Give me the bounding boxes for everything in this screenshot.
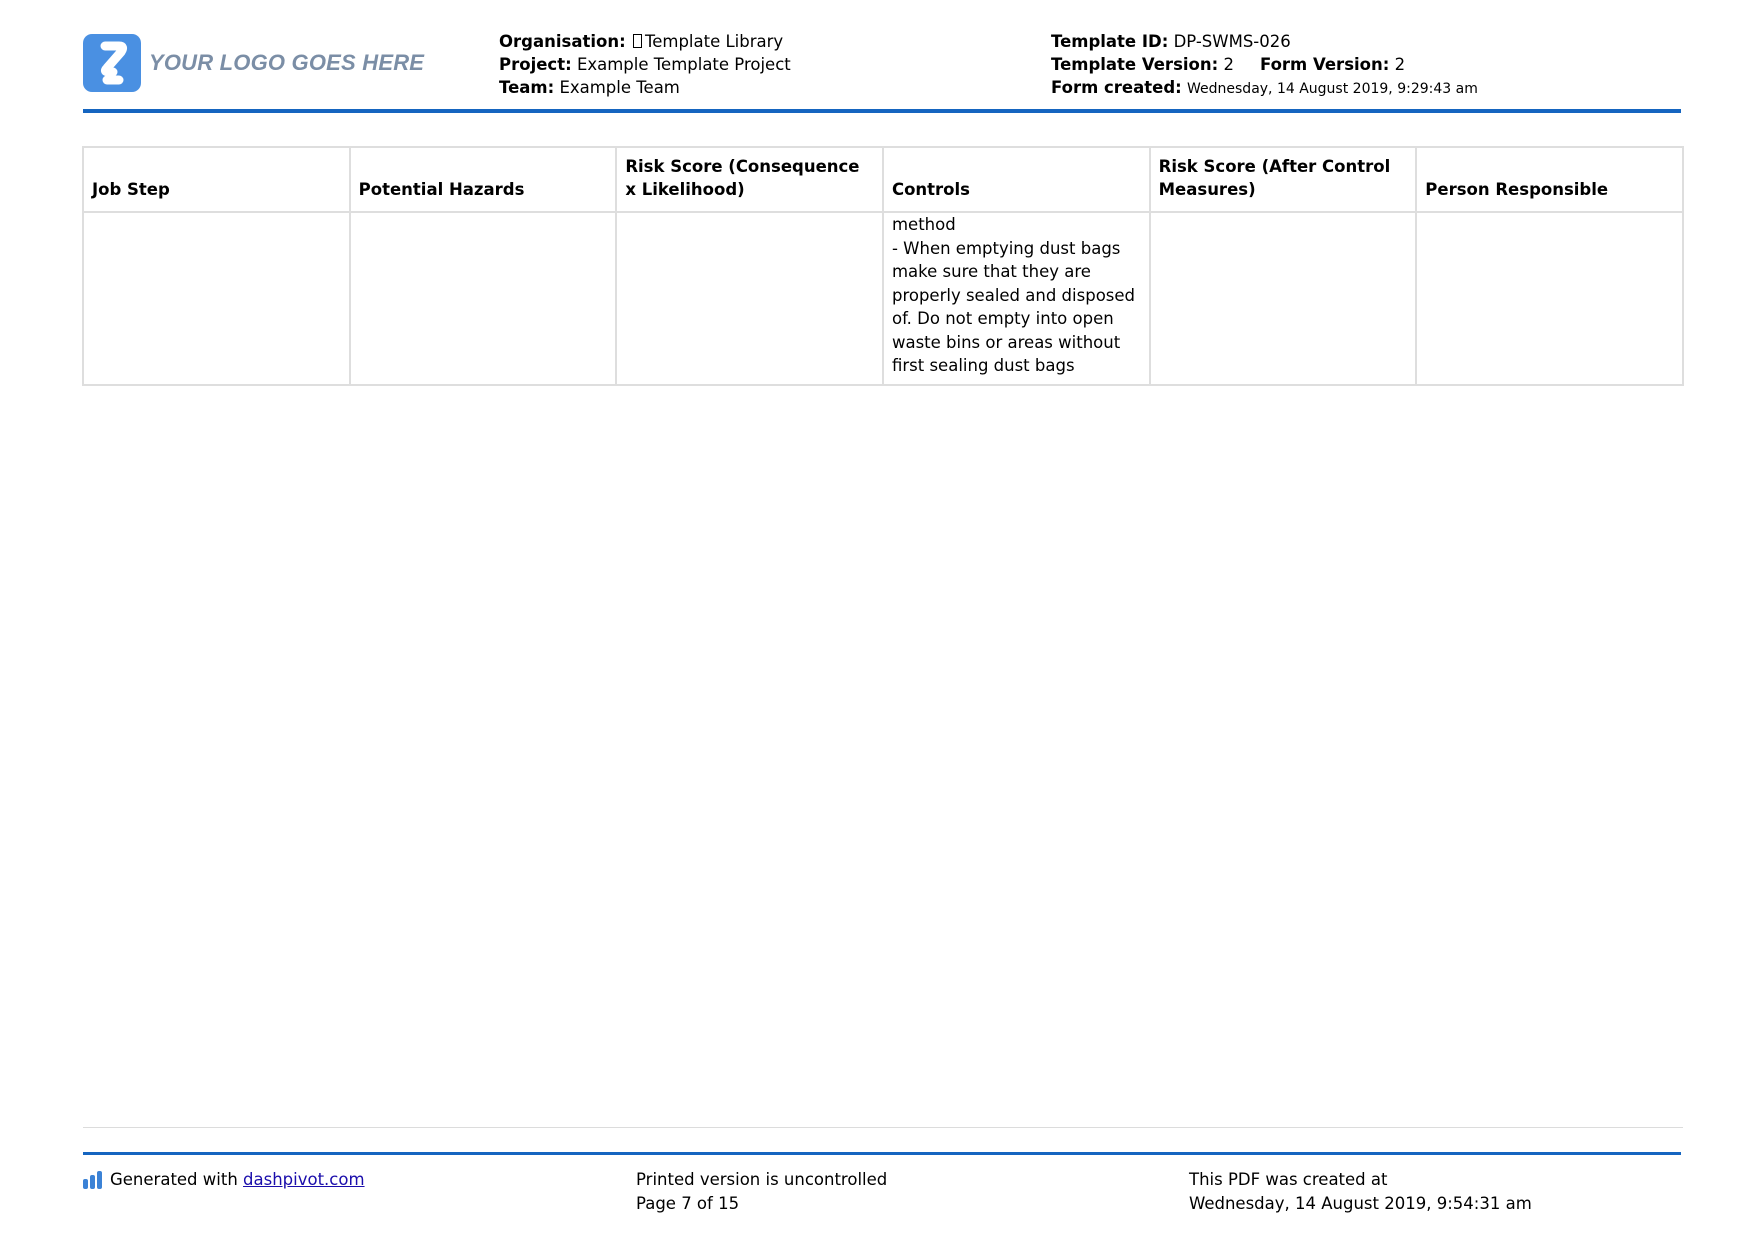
cell-job-step [83,212,350,385]
form-version-label: Form Version: [1259,55,1390,74]
controls-line: of. Do not empty into open [891,309,1114,328]
template-id-line [1051,30,1478,53]
form-version-value: 2 [1394,55,1406,74]
cell-risk-after [1150,212,1417,385]
page-info: Page 7 of 15 [636,1193,740,1213]
footer-pdf-info [1189,1168,1532,1215]
form-created-label: Form created: [1051,78,1182,97]
dashpivot-bars-icon [83,1171,102,1189]
organisation-value: Template Library [644,32,784,51]
footer-print-info [636,1168,887,1215]
header-meta-right [1051,30,1478,101]
team-line [499,76,791,99]
template-id-value: DP-SWMS-026 [1173,32,1291,51]
logo-text: YOUR LOGO GOES HERE [149,50,425,75]
controls-line: waste bins or areas without [891,332,1121,352]
team-value: Example Team [559,78,680,97]
header-meta-left [499,30,791,99]
pdf-created-value: Wednesday, 14 August 2019, 9:54:31 am [1189,1193,1532,1213]
controls-line: - When emptying dust bags [891,238,1121,258]
column-header-risk-score: Risk Score (Consequence x Likelihood) [616,147,883,212]
organisation-line [499,30,791,53]
swms-table [82,146,1684,386]
column-header-job-step: Job Step [83,147,350,212]
team-label: Team: [499,78,555,97]
column-header-controls: Controls [883,147,1150,212]
controls-line: first sealing dust bags [891,356,1075,375]
generated-prefix: Generated with [110,1170,244,1189]
pdf-created-label: This PDF was created at [1189,1170,1388,1189]
printed-notice: Printed version is uncontrolled [636,1170,888,1189]
controls-line: properly sealed and disposed [891,285,1136,305]
template-version-value: 2 [1223,55,1234,74]
table-header-row [83,147,1683,212]
project-label: Project: [499,55,572,74]
version-line [1051,53,1478,76]
footer-divider [83,1152,1681,1155]
cell-controls [883,212,1150,385]
organisation-label: Organisation: [499,32,626,51]
company-logo [83,34,424,92]
header-divider [83,109,1681,113]
cell-potential-hazards [350,212,617,385]
project-line [499,53,791,76]
form-created-value: Wednesday, 14 August 2019, 9:29:43 am [1187,81,1478,97]
footer-thin-divider [83,1127,1683,1128]
cell-person-responsible [1416,212,1683,385]
project-value: Example Template Project [576,55,791,74]
form-created-line [1051,76,1478,101]
dashpivot-link[interactable]: dashpivot.com [243,1170,365,1189]
cell-risk-score [616,212,883,385]
controls-line: make sure that they are [891,262,1091,281]
template-version-label: Template Version: [1051,55,1219,74]
table-row [83,212,1683,385]
logo-mark-icon [83,34,141,92]
organisation-icon [633,34,642,48]
generated-with [83,1168,365,1192]
column-header-potential-hazards: Potential Hazards [350,147,617,212]
controls-line: method [891,215,956,234]
template-id-label: Template ID: [1051,32,1169,51]
column-header-risk-after: Risk Score (After Control Measures) [1150,147,1417,212]
column-header-person-responsible: Person Responsible [1416,147,1683,212]
page-header [83,30,1683,110]
